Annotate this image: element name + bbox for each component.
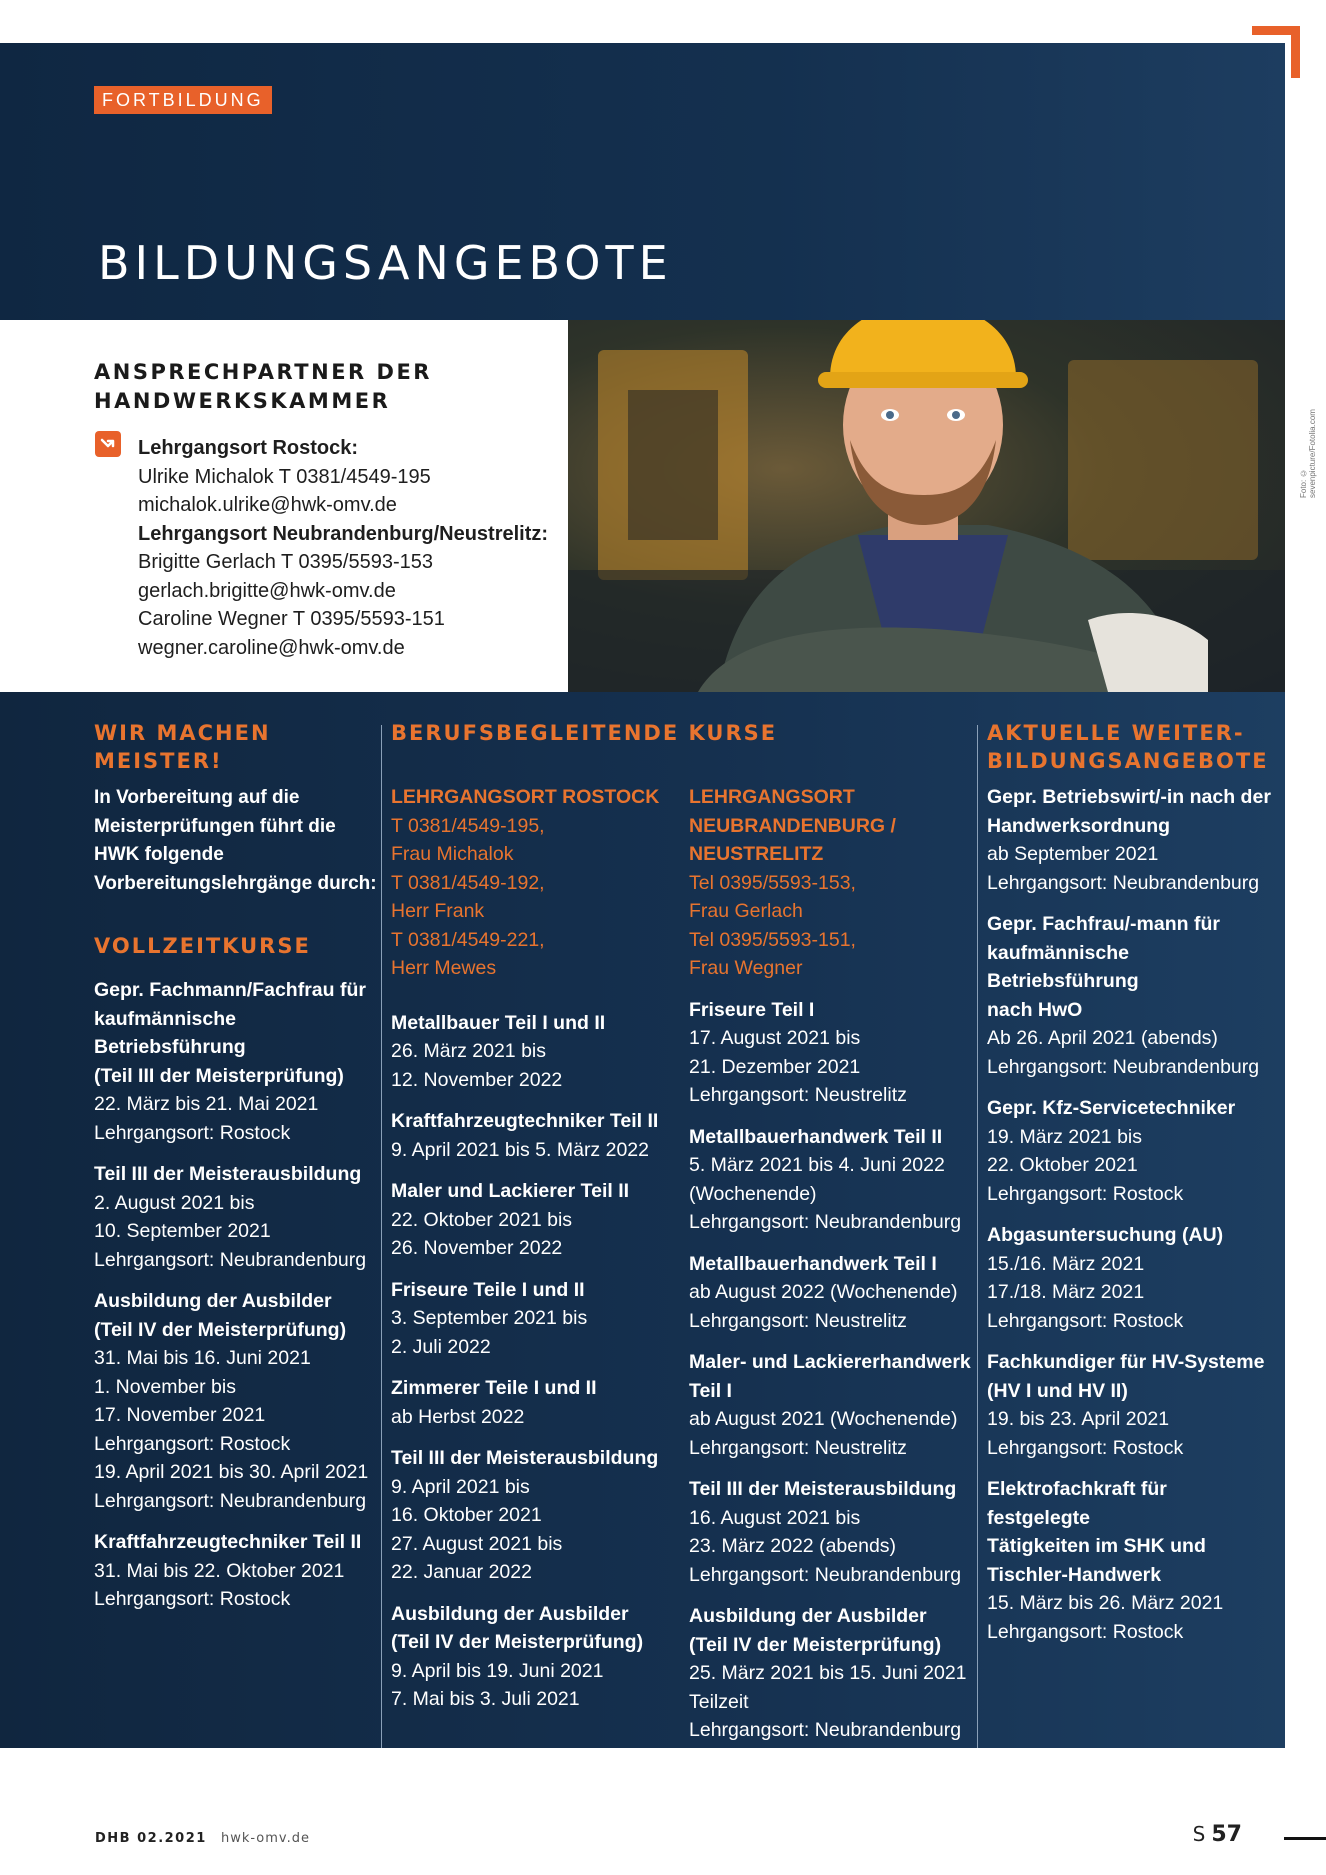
course-detail: Lehrgangsort: Neubrandenburg [987, 871, 1260, 894]
course-title: Maler- und Lackiererhandwerk [689, 1351, 971, 1373]
arrow-icon [95, 431, 121, 457]
col1-courses [94, 976, 379, 1627]
course-title: Gepr. Fachfrau/-mann für [987, 913, 1220, 935]
course-detail: 2. Juli 2022 [391, 1335, 491, 1358]
course-title: (Teil III der Meisterprüfung) [94, 1064, 344, 1087]
course-title: Metallbauerhandwerk Teil II [689, 1125, 943, 1148]
location-title: LEHRGANGSORT ROSTOCK [391, 786, 660, 808]
course-detail: 22. Januar 2022 [391, 1561, 532, 1583]
course-detail: 7. Mai bis 3. Juli 2021 [391, 1688, 580, 1710]
course-detail: 26. März 2021 bis [391, 1040, 547, 1062]
location-title: NEUBRANDENBURG / NEUSTRELITZ [689, 814, 896, 865]
course-title: Ausbildung der Ausbilder [94, 1290, 332, 1312]
contact-line: michalok.ulrike@hwk-omv.de [138, 494, 397, 516]
course-title: Teil III der Meisterausbildung [94, 1163, 362, 1185]
course-title: Metallbauer Teil I und II [391, 1011, 606, 1034]
course-detail: 25. März 2021 bis 15. Juni 2021 [689, 1662, 967, 1684]
col1-intro: In Vorbereitung auf die Meisterprüfungen führt die HWK folgende Vorbereitungslehrgänge durch: [94, 787, 377, 894]
course-title: (Teil IV der Meisterprüfung) [689, 1633, 942, 1656]
contact-line: Herr Mewes [391, 957, 497, 979]
course-detail: 17. August 2021 bis [689, 1027, 861, 1049]
course-title: Gepr. Fachmann/Fachfrau für [94, 979, 366, 1001]
course-entry [987, 1348, 1272, 1462]
course-detail: Lehrgangsort: Neubrandenburg [689, 1719, 962, 1741]
contact-line: wegner.caroline@hwk-omv.de [138, 636, 405, 659]
course-title: Zimmerer Teile I und II [391, 1377, 597, 1399]
footer-url[interactable]: hwk-omv.de [220, 1831, 310, 1846]
course-title: (Teil IV der Meisterprüfung) [94, 1318, 347, 1341]
course-entry [391, 1600, 681, 1714]
course-title: Friseure Teil I [689, 998, 815, 1021]
contact-line: Tel 0395/5593-153, [689, 871, 856, 894]
page-prefix: S [1192, 1822, 1206, 1846]
course-detail: 15./16. März 2021 [987, 1252, 1145, 1275]
course-detail: 17./18. März 2021 [987, 1281, 1145, 1303]
course-detail: 1. November bis [94, 1375, 236, 1398]
course-title: Gepr. Kfz-Servicetechniker [987, 1097, 1236, 1119]
course-detail: ab Herbst 2022 [391, 1405, 525, 1428]
course-title: Teil I [689, 1379, 732, 1402]
course-detail: 9. April 2021 bis [391, 1475, 530, 1498]
course-entry [689, 1348, 974, 1462]
course-detail: Lehrgangsort: Rostock [987, 1182, 1184, 1205]
course-detail: Lehrgangsort: Rostock [987, 1620, 1184, 1643]
course-entry [391, 1374, 681, 1431]
course-detail: ab August 2022 (Wochenende) [689, 1281, 958, 1303]
course-entry [689, 1602, 974, 1745]
course-entry [94, 1287, 379, 1515]
course-title: Ausbildung der Ausbilder [391, 1602, 629, 1625]
course-detail: 12. November 2022 [391, 1068, 563, 1091]
course-title: Kraftfahrzeugtechniker Teil II [94, 1531, 362, 1553]
course-detail: Ab 26. April 2021 (abends) [987, 1027, 1218, 1049]
course-detail: 19. März 2021 bis [987, 1125, 1143, 1148]
course-detail: 22. Oktober 2021 [987, 1154, 1138, 1176]
course-entry [987, 1094, 1272, 1208]
contact-block [689, 783, 974, 983]
course-entry [391, 1444, 681, 1587]
course-entry [987, 1221, 1272, 1335]
course-detail: Lehrgangsort: Neustrelitz [689, 1084, 907, 1106]
worker-photo [568, 320, 1285, 692]
course-entry [391, 1276, 681, 1362]
contact-line: gerlach.brigitte@hwk-omv.de [138, 579, 396, 602]
course-entry [391, 1009, 681, 1095]
course-detail: Lehrgangsort: Rostock [94, 1432, 291, 1455]
course-detail: 19. April 2021 bis 30. April 2021 [94, 1461, 369, 1483]
course-entry [689, 996, 974, 1110]
course-title: (Teil IV der Meisterprüfung) [391, 1631, 644, 1653]
course-title: Handwerksordnung [987, 814, 1171, 837]
course-title: Tätigkeiten im SHK und [987, 1535, 1206, 1557]
col4-heading: AKTUELLE WEITER-BILDUNGSANGEBOTE [987, 721, 1269, 773]
course-title: Metallbauerhandwerk Teil I [689, 1252, 937, 1275]
course-detail: 22. März bis 21. Mai 2021 [94, 1093, 319, 1115]
course-detail: Lehrgangsort: Neubrandenburg [94, 1248, 367, 1271]
course-title: nach HwO [987, 998, 1083, 1021]
course-detail: Lehrgangsort: Rostock [94, 1588, 291, 1610]
page-number-value: 57 [1211, 1822, 1242, 1847]
col3-courses [689, 783, 974, 1758]
course-detail: Lehrgangsort: Neubrandenburg [689, 1211, 962, 1233]
contact-line: Frau Michalok [391, 843, 514, 865]
contact-line: Tel 0395/5593-151, [689, 928, 856, 951]
course-detail: 16. August 2021 bis [689, 1506, 861, 1529]
col2-heading: BERUFSBEGLEITENDE KURSE [391, 721, 778, 745]
course-detail: ab September 2021 [987, 843, 1159, 865]
course-entry [94, 976, 379, 1147]
course-title: Fachkundiger für HV-Systeme [987, 1351, 1265, 1373]
course-detail: 9. April bis 19. Juni 2021 [391, 1659, 604, 1682]
course-detail: 3. September 2021 bis [391, 1307, 588, 1329]
course-detail: 26. November 2022 [391, 1237, 563, 1259]
contact-line: Brigitte Gerlach T 0395/5593-153 [138, 551, 434, 573]
course-detail: Lehrgangsort: Neustrelitz [689, 1309, 907, 1332]
contact-line: Herr Frank [391, 900, 485, 922]
course-entry [987, 1475, 1272, 1646]
contact-details [138, 434, 578, 662]
course-detail: ab August 2021 (Wochenende) [689, 1408, 958, 1430]
course-title: kaufmännische Betriebsführung [94, 1007, 246, 1058]
course-detail: 5. März 2021 bis 4. Juni 2022 [689, 1154, 945, 1176]
course-detail: 9. April 2021 bis 5. März 2022 [391, 1138, 649, 1161]
course-entry [689, 1475, 974, 1589]
course-detail: 17. November 2021 [94, 1404, 266, 1426]
course-entry [689, 1250, 974, 1336]
column-divider [977, 725, 978, 1748]
course-entry [987, 910, 1272, 1081]
course-entry [391, 1107, 681, 1164]
footer-meta [95, 1831, 310, 1846]
footer-rule [1284, 1837, 1326, 1840]
course-title: Abgasuntersuchung (AU) [987, 1224, 1224, 1246]
contact-line: T 0381/4549-221, [391, 928, 545, 951]
course-title: Teil III der Meisterausbildung [689, 1478, 957, 1500]
course-detail: 22. Oktober 2021 bis [391, 1208, 573, 1231]
contact-line: T 0381/4549-195, [391, 814, 545, 837]
contact-line: Frau Gerlach [689, 900, 803, 922]
contact-line: T 0381/4549-192, [391, 871, 545, 894]
contact-block [391, 783, 681, 983]
course-title: (HV I und HV II) [987, 1379, 1128, 1402]
course-entry [391, 1177, 681, 1263]
course-detail: Teilzeit [689, 1690, 749, 1713]
location-title: LEHRGANGSORT [689, 786, 855, 808]
course-detail: Lehrgangsort: Neubrandenburg [94, 1489, 367, 1512]
course-title: Gepr. Betriebswirt/-in nach der [987, 786, 1271, 808]
col1-heading: WIR MACHEN MEISTER! [94, 721, 271, 773]
contact-location: Lehrgangsort Rostock: [138, 437, 359, 459]
course-detail: 15. März bis 26. März 2021 [987, 1592, 1224, 1614]
vollzeit-heading: VOLLZEITKURSE [94, 934, 311, 958]
course-detail: 10. September 2021 [94, 1220, 271, 1242]
course-detail: 19. bis 23. April 2021 [987, 1408, 1170, 1430]
course-detail: Lehrgangsort: Neubrandenburg [987, 1055, 1260, 1078]
course-detail: 31. Mai bis 22. Oktober 2021 [94, 1559, 345, 1582]
course-detail: 23. März 2022 (abends) [689, 1535, 897, 1557]
corner-mark [1252, 26, 1300, 78]
section-tag: FORTBILDUNG [94, 86, 272, 114]
col2-courses [391, 783, 681, 1727]
contact-heading: ANSPRECHPARTNER DER HANDWERKSKAMMER [94, 360, 432, 413]
course-detail: 27. August 2021 bis [391, 1532, 563, 1555]
contact-line: Frau Wegner [689, 957, 803, 979]
photo-credit: Foto: © sevenpicture/Fotolia.com [1299, 409, 1317, 498]
course-entry [94, 1160, 379, 1274]
course-detail: 31. Mai bis 16. Juni 2021 [94, 1347, 311, 1369]
course-title: Kraftfahrzeugtechniker Teil II [391, 1110, 659, 1132]
course-title: Teil III der Meisterausbildung [391, 1447, 659, 1469]
course-title: Elektrofachkraft für festgelegte [987, 1478, 1167, 1529]
course-detail: Lehrgangsort: Neustrelitz [689, 1436, 907, 1459]
contact-location: Lehrgangsort Neubrandenburg/Neustrelitz: [138, 522, 549, 545]
contact-line: Caroline Wegner T 0395/5593-151 [138, 608, 445, 630]
course-title: Ausbildung der Ausbilder [689, 1605, 927, 1627]
course-title: Tischler-Handwerk [987, 1563, 1162, 1586]
course-detail: (Wochenende) [689, 1182, 817, 1205]
contact-line: Ulrike Michalok T 0381/4549-195 [138, 465, 431, 488]
worker-illustration [568, 320, 1285, 692]
page-title: BILDUNGSANGEBOTE [98, 236, 673, 290]
course-detail: Lehrgangsort: Rostock [94, 1121, 291, 1144]
course-detail: 21. Dezember 2021 [689, 1055, 861, 1078]
course-detail: Lehrgangsort: Neubrandenburg [689, 1563, 962, 1586]
course-entry [689, 1123, 974, 1237]
course-title: Maler und Lackierer Teil II [391, 1180, 630, 1202]
course-detail: 16. Oktober 2021 [391, 1504, 542, 1526]
course-entry [987, 783, 1272, 897]
course-detail: Lehrgangsort: Rostock [987, 1309, 1184, 1332]
page-number [1193, 1822, 1242, 1847]
course-title: Friseure Teile I und II [391, 1278, 585, 1301]
course-detail: 2. August 2021 bis [94, 1191, 255, 1214]
col4-courses [987, 783, 1272, 1659]
course-detail: Lehrgangsort: Rostock [987, 1436, 1184, 1459]
magazine-issue: DHB 02.2021 [95, 1831, 207, 1846]
course-title: kaufmännische Betriebsführung [987, 941, 1139, 992]
course-entry [94, 1528, 379, 1614]
